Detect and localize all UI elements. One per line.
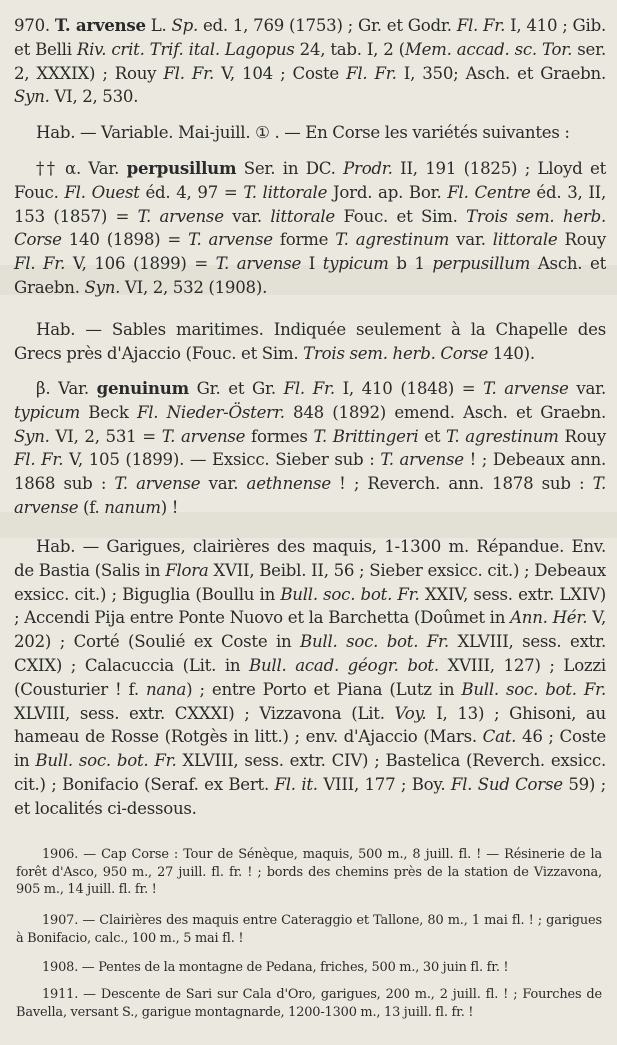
text-run: Hab. — Sables maritimes. Indiquée seulement à la Chapelle des Grecs près d'Ajaccio (Fouc. et Sim. (14, 320, 606, 363)
text-run: V, 106 (1899) = (65, 254, 216, 274)
habitat-paragraph (14, 121, 606, 145)
text-run: V, 105 (1899). — Exsicc. Sieber sub : (63, 450, 381, 470)
italic-reference: Fl. it. (274, 774, 318, 794)
collection-1906-paragraph (16, 846, 602, 899)
italic-reference: littorale (270, 206, 335, 226)
text-run: éd. 3, II, 153 (1857) = (14, 182, 606, 226)
italic-reference: aethnense (246, 474, 331, 494)
text-run: I (301, 254, 323, 274)
italic-reference: Riv. crit. Trif. ital. Lagopus (76, 39, 295, 59)
italic-reference: T. arvense (114, 474, 201, 494)
text-run: II, 191 (1825) ; Lloyd et Fouc. (14, 159, 606, 202)
text-run: var. (449, 230, 493, 250)
text-run: Hab. — Variable. Mai-juill. ① . — En Corse les variétés suivantes : (36, 123, 570, 142)
text-run: ! ; Reverch. ann. 1878 sub : (330, 474, 593, 494)
italic-reference: Sp. (171, 16, 198, 35)
text-run: XVIII, 127) ; Lozzi (Cousturier ! f. (14, 655, 606, 699)
text-run: ser. 2, XXXIX) ; Rouy (14, 39, 606, 83)
text-run: ) ! (160, 497, 179, 517)
taxon-name: T. arvense (54, 15, 146, 35)
italic-reference: Bull. soc. bot. Fr. (461, 679, 606, 699)
text-run: I, 350; Asch. et Graebn. (396, 63, 606, 83)
italic-reference: Fl. Fr. (456, 16, 506, 35)
italic-reference: typicum (14, 402, 80, 422)
italic-reference: Flora (165, 560, 209, 580)
variety-beta-habitat-paragraph (14, 535, 606, 821)
italic-reference: littorale (492, 230, 558, 250)
text-run: Asch. et Graebn. (14, 254, 606, 297)
italic-reference: T. arvense (137, 206, 224, 226)
italic-reference: Bull. soc. bot. Fr. (280, 584, 420, 604)
italic-reference: T. arvense (161, 426, 246, 446)
text-run: 140). (488, 343, 535, 363)
variety-beta-paragraph (14, 377, 606, 520)
text-run: Gr. et Gr. (188, 379, 284, 398)
italic-reference: nana (145, 679, 187, 699)
text-run: VIII, 177 ; Boy. (317, 774, 451, 794)
species-header-paragraph (14, 14, 606, 109)
text-run: Jord. ap. Bor. (327, 182, 448, 202)
text-run: XLVIII, sess. extr. CIV) ; Bastelica (Reverch. exsicc. cit.) ; Bonifacio (Seraf. ex Bert. (14, 751, 606, 794)
text-run: V, 104 ; Coste (214, 63, 347, 83)
italic-reference: T. arvense (14, 474, 606, 517)
collection-1908-paragraph (16, 959, 602, 977)
italic-reference: T. littorale (243, 182, 328, 202)
text-run: 1906. — Cap Corse : Tour de Sénèque, maquis, 500 m., 8 juill. fl. ! — Résinerie de la forêt d'Asco, 950 m., 27 juill. fl. fr. ! ; bords des chemins près de la station de Vizzavona, 905 m., 14 juill. fl. fr. ! (16, 847, 602, 898)
italic-reference: T. arvense (215, 254, 302, 274)
italic-reference: perpusillum (432, 254, 531, 274)
text-run: 24, tab. I, 2 ( (294, 39, 405, 59)
text-run: XXIV, sess. extr. LXIV) ; Accendi Pija entre Ponte Nuovo et la Barchetta (Doûmet in (14, 584, 606, 628)
text-run: 848 (1892) emend. Asch. et Graebn. (284, 402, 606, 422)
italic-reference: Syn. (14, 426, 50, 446)
variety-alpha-habitat-paragraph (14, 318, 606, 366)
italic-reference: T. Brittingeri (313, 426, 419, 446)
italic-reference: T. arvense (483, 379, 569, 398)
text-run: var. (200, 474, 247, 494)
italic-reference: T. agrestinum (446, 426, 559, 446)
text-run: formes (245, 426, 314, 446)
collection-1911-paragraph (16, 986, 602, 1021)
italic-reference: Voy. (394, 703, 427, 723)
italic-reference: Syn. (14, 87, 50, 107)
text-run: forme (272, 230, 336, 250)
text-run: I, 410 (1848) = (334, 379, 484, 398)
italic-reference: nanum (104, 497, 161, 517)
text-run: Rouy (558, 426, 606, 446)
taxon-name: perpusillum (126, 158, 237, 178)
text-run: éd. 4, 97 = (139, 182, 244, 202)
text-run: Ser. in DC. (236, 159, 344, 178)
text-run: †† α. Var. (36, 159, 127, 178)
variety-alpha-paragraph (14, 157, 606, 300)
text-run: 59) ; et localités ci-dessous. (14, 774, 606, 818)
text-run: ! ; Debeaux ann. 1868 sub : (14, 450, 606, 494)
text-run: ) ; entre Porto et Piana (Lutz in (186, 679, 462, 699)
text-run: XVII, Beibl. II, 56 ; Sieber exsicc. cit.) ; Debeaux exsicc. cit.) ; Biguglia (Boullu in (14, 560, 607, 604)
text-run: VI, 2, 532 (1908). (120, 277, 268, 297)
text-run: VI, 2, 530. (49, 87, 139, 107)
text-run: et (418, 426, 447, 446)
italic-reference: typicum (322, 254, 389, 274)
text-run: (f. (78, 497, 105, 517)
italic-reference: Fl. Fr. (14, 254, 66, 274)
collection-1907-paragraph (16, 912, 602, 947)
text-run: L. (145, 16, 172, 35)
text-run: ed. 1, 769 (1753) ; Gr. et Godr. (197, 16, 457, 35)
text-run: Rouy (557, 230, 607, 250)
italic-reference: Fl. Fr. (346, 63, 397, 83)
italic-reference: Fl. Fr. (14, 450, 64, 470)
text-run: I, 410 ; Gib. et Belli (14, 16, 607, 59)
text-run: var. (568, 379, 606, 398)
italic-reference: Trois sem. herb. Corse (303, 343, 489, 363)
italic-reference: T. arvense (380, 450, 464, 470)
italic-reference: Trois sem. herb. Corse (14, 206, 606, 250)
text-run: b 1 (388, 254, 433, 274)
text-run: 1907. — Clairières des maquis entre Cateraggio et Tallone, 80 m., 1 mai fl. ! ; garigues à Bonifacio, calc., 100 m., 5 mai fl. ! (16, 913, 602, 946)
italic-reference: T. arvense (188, 230, 273, 250)
italic-reference: Bull. acad. géogr. bot. (249, 655, 439, 675)
text-run: 1911. — Descente de Sari sur Cala d'Oro, garigues, 200 m., 2 juill. fl. ! ; Fourches de Bavella, versant S., garigue montagnarde, 1200-1300 m., 13 juill. fl. fr. ! (16, 987, 602, 1020)
text-run: Hab. — Garigues, clairières des maquis, 1-1300 m. Répandue. Env. de Bastia (Salis in (14, 537, 606, 580)
italic-reference: T. agrestinum (335, 230, 450, 250)
italic-reference: Syn. (84, 277, 121, 297)
italic-reference: Bull. soc. bot. Fr. (300, 632, 449, 652)
italic-reference: Ann. Hér. (510, 608, 588, 628)
italic-reference: Prodr. (343, 159, 393, 178)
text-run: 140 (1898) = (61, 230, 189, 250)
italic-reference: Cat. (482, 727, 517, 747)
text-run: 1908. — Pentes de la montagne de Pedana, friches, 500 m., 30 juin fl. fr. ! (42, 960, 509, 975)
italic-reference: Fl. Fr. (283, 379, 335, 398)
text-run: VI, 2, 531 = (49, 426, 162, 446)
text-run: β. Var. (36, 379, 97, 398)
taxon-name: genuinum (96, 378, 189, 398)
italic-reference: Fl. Nieder-Österr. (136, 402, 285, 422)
text-run: V, 202) ; Corté (Soulié ex Coste in (14, 608, 606, 652)
italic-reference: Mem. accad. sc. Tor. (404, 39, 573, 59)
text-run: XLVIII, sess. extr. CXXXI) ; Vizzavona (Lit. (14, 703, 395, 723)
italic-reference: Bull. soc. bot. Fr. (35, 751, 177, 771)
italic-reference: Fl. Sud Corse (450, 774, 563, 794)
text-run: var. (223, 206, 271, 226)
text-run: Beck (79, 402, 137, 422)
text-run: 970. (14, 16, 55, 35)
text-run: 46 ; Coste in (14, 727, 606, 771)
text-run: Fouc. et Sim. (335, 206, 467, 226)
italic-reference: Fl. Fr. (163, 63, 214, 83)
italic-reference: Fl. Centre (447, 182, 531, 202)
text-run: I, 13) ; Ghisoni, au hameau de Rosse (Rotgès in litt.) ; env. d'Ajaccio (Mars. (14, 703, 606, 747)
text-run: XLVIII, sess. extr. CXIX) ; Calacuccia (Lit. in (14, 632, 606, 675)
italic-reference: Fl. Ouest (64, 182, 140, 202)
